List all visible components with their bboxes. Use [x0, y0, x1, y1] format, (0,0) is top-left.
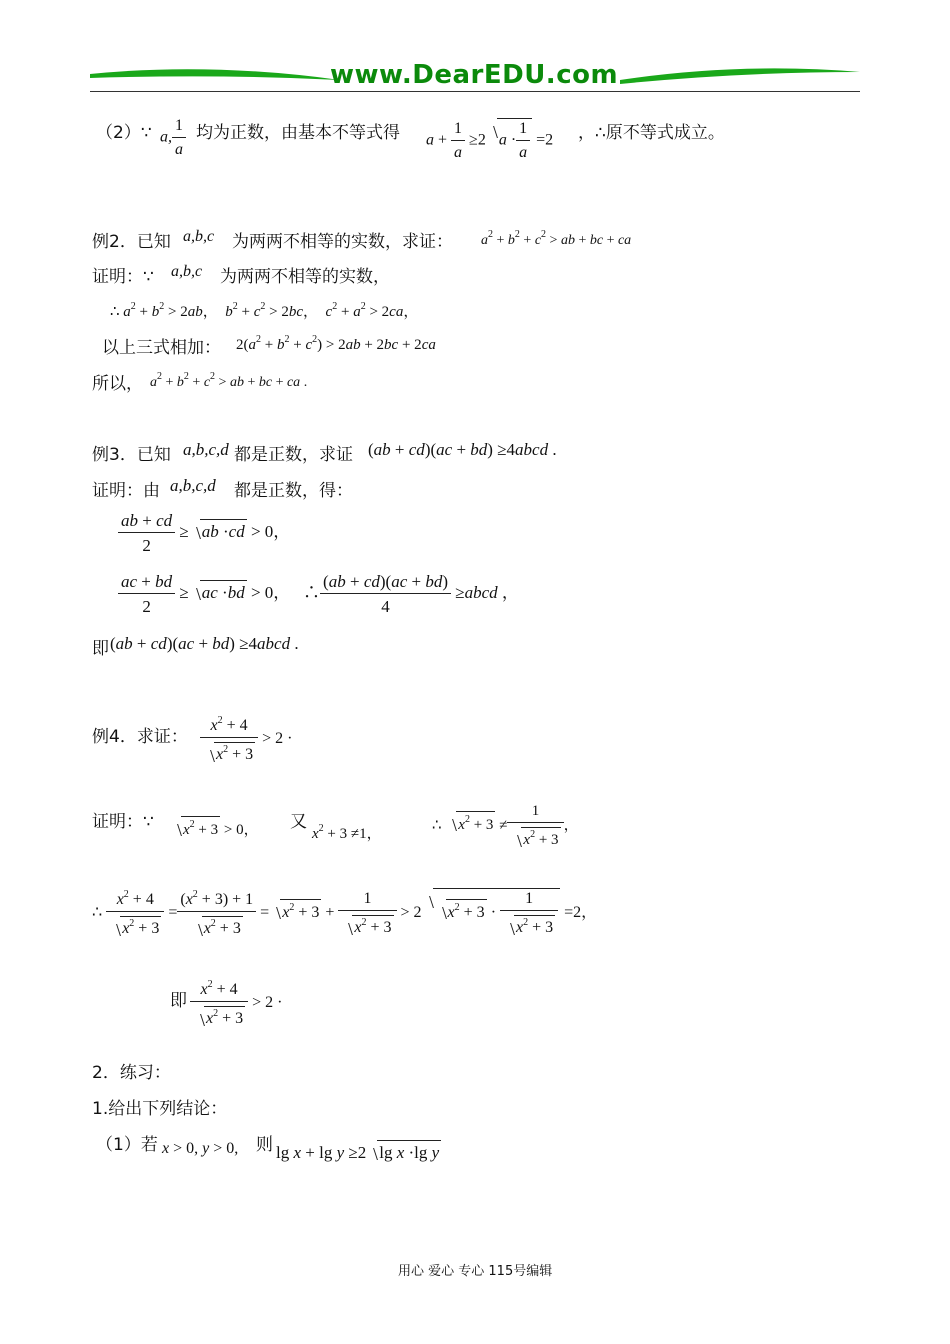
- p2-conclusion: ，∴原不等式成立。: [578, 123, 725, 143]
- leaf-swoosh-right-icon: [620, 64, 860, 88]
- leaf-swoosh-left-icon: [90, 64, 340, 88]
- ex4-sqrt-positive: $x^2 + 3 > 0$，: [170, 816, 259, 839]
- ex3-result: (ab + cd)(ac + bd) ≥4abcd .: [110, 634, 299, 653]
- header-logo: [90, 58, 860, 94]
- practice-ze-label: 则: [256, 1135, 273, 1155]
- ex4-statement: 例4．求证：: [92, 727, 188, 747]
- ex4-proof-label: 证明：∵: [92, 812, 154, 832]
- ex2-add-label: 以上三式相加：: [102, 338, 221, 358]
- ex2-claim: $a^2 + b^2 + c^2$ > ab + bc + ca: [481, 229, 632, 248]
- ex3-ji-label: 即: [92, 639, 109, 659]
- ex3-step1: $\frac{ab + cd}{2}$ ≥ ab ·cd > 0，: [118, 512, 290, 554]
- ex3-step2: $\frac{ac + bd}{2}$ ≥ ac ·bd > 0， ∴ $\frac{(ab + cd)(ac + bd)}{4}$ ≥abcd ，: [118, 573, 519, 615]
- ex2-statement: 例2．已知: [92, 232, 171, 252]
- p2-inequality: a + $\frac{1}{a}$ ≥2 a · $\frac{1}{a}$ =2: [426, 120, 554, 161]
- header-rule: [90, 91, 860, 92]
- ex4-not-one: $x^2 + 3 \ne 1$，: [312, 823, 382, 842]
- ex3-proof-vars: a,b,c,d: [170, 476, 216, 495]
- p2-vars: a, $\frac{1}{a}$: [160, 118, 186, 158]
- ex4-chain: ∴ $\frac{x^2 + 4}{x^2 + 3}$ = $\frac{(x^2 + 3) + 1}{x^2 + 3}$ = $x^2 + 3$ + $\frac{1}{x^2 + 3}$ > 2 $x^2 + 3$ · $\frac{1}{x^2 + 3}$ =2，: [92, 889, 598, 937]
- practice-heading: 2．练习：: [92, 1063, 171, 1083]
- practice-sub1-claim: lg x + lg y ≥2 lg x ·lg y: [276, 1140, 441, 1163]
- p2-label: （2）∵: [96, 123, 152, 143]
- ex2-result: $a^2 + b^2 + c^2$ > ab + bc + ca .: [150, 371, 308, 390]
- ex3-proof-text: 都是正数，得：: [234, 481, 353, 501]
- footer-text: 用心 爱心 专心 115号编辑: [398, 1264, 553, 1279]
- p2-positive-text: 均为正数，由基本不等式得: [196, 123, 400, 143]
- practice-sub1-label: （1）若: [96, 1135, 158, 1155]
- ex3-proof-label: 证明：由: [92, 481, 160, 501]
- ex2-sum: $2(a^2 + b^2 + c^2) > 2ab + 2bc + 2ca$: [236, 334, 436, 353]
- ex3-statement: 例3．已知: [92, 445, 171, 465]
- ex4-ji-label: 即: [170, 991, 187, 1011]
- ex4-reciprocal: ∴ $x^2 + 3$ ≠ $\frac{1}{x^2 + 3}$ ，: [432, 803, 579, 848]
- ex2-three-inequalities: ∴ $a^2 + b^2 > 2ab$， $b^2 + c^2 > 2bc$， $c^2 + a^2 > 2ca$，: [110, 301, 419, 320]
- ex2-so-label: 所以，: [92, 374, 143, 394]
- ex2-proof-text: 为两两不相等的实数，: [220, 267, 390, 287]
- practice-sub1-condition: x > 0, y > 0,: [162, 1140, 239, 1157]
- ex2-statement2: 为两两不相等的实数，求证：: [232, 232, 453, 252]
- ex2-proof-label: 证明：∵: [92, 267, 154, 287]
- ex4-result: $\frac{x^2 + 4}{x^2 + 3}$ > 2 ·: [190, 980, 283, 1027]
- ex4-you-label: 又: [290, 812, 307, 832]
- ex2-proof-vars: a,b,c: [171, 263, 203, 280]
- ex3-claim: (ab + cd)(ac + bd) ≥4abcd .: [368, 440, 557, 459]
- ex4-claim: $\frac{x^2 + 4}{x^2 + 3}$ > 2 ·: [200, 716, 293, 763]
- practice-item-1: 1.给出下列结论：: [92, 1099, 228, 1119]
- ex3-statement2: 都是正数，求证: [234, 445, 353, 465]
- ex3-vars: a,b,c,d: [183, 440, 229, 459]
- ex2-vars: a,b,c: [183, 228, 215, 245]
- header-site-name: www.DearEDU.com: [330, 60, 619, 90]
